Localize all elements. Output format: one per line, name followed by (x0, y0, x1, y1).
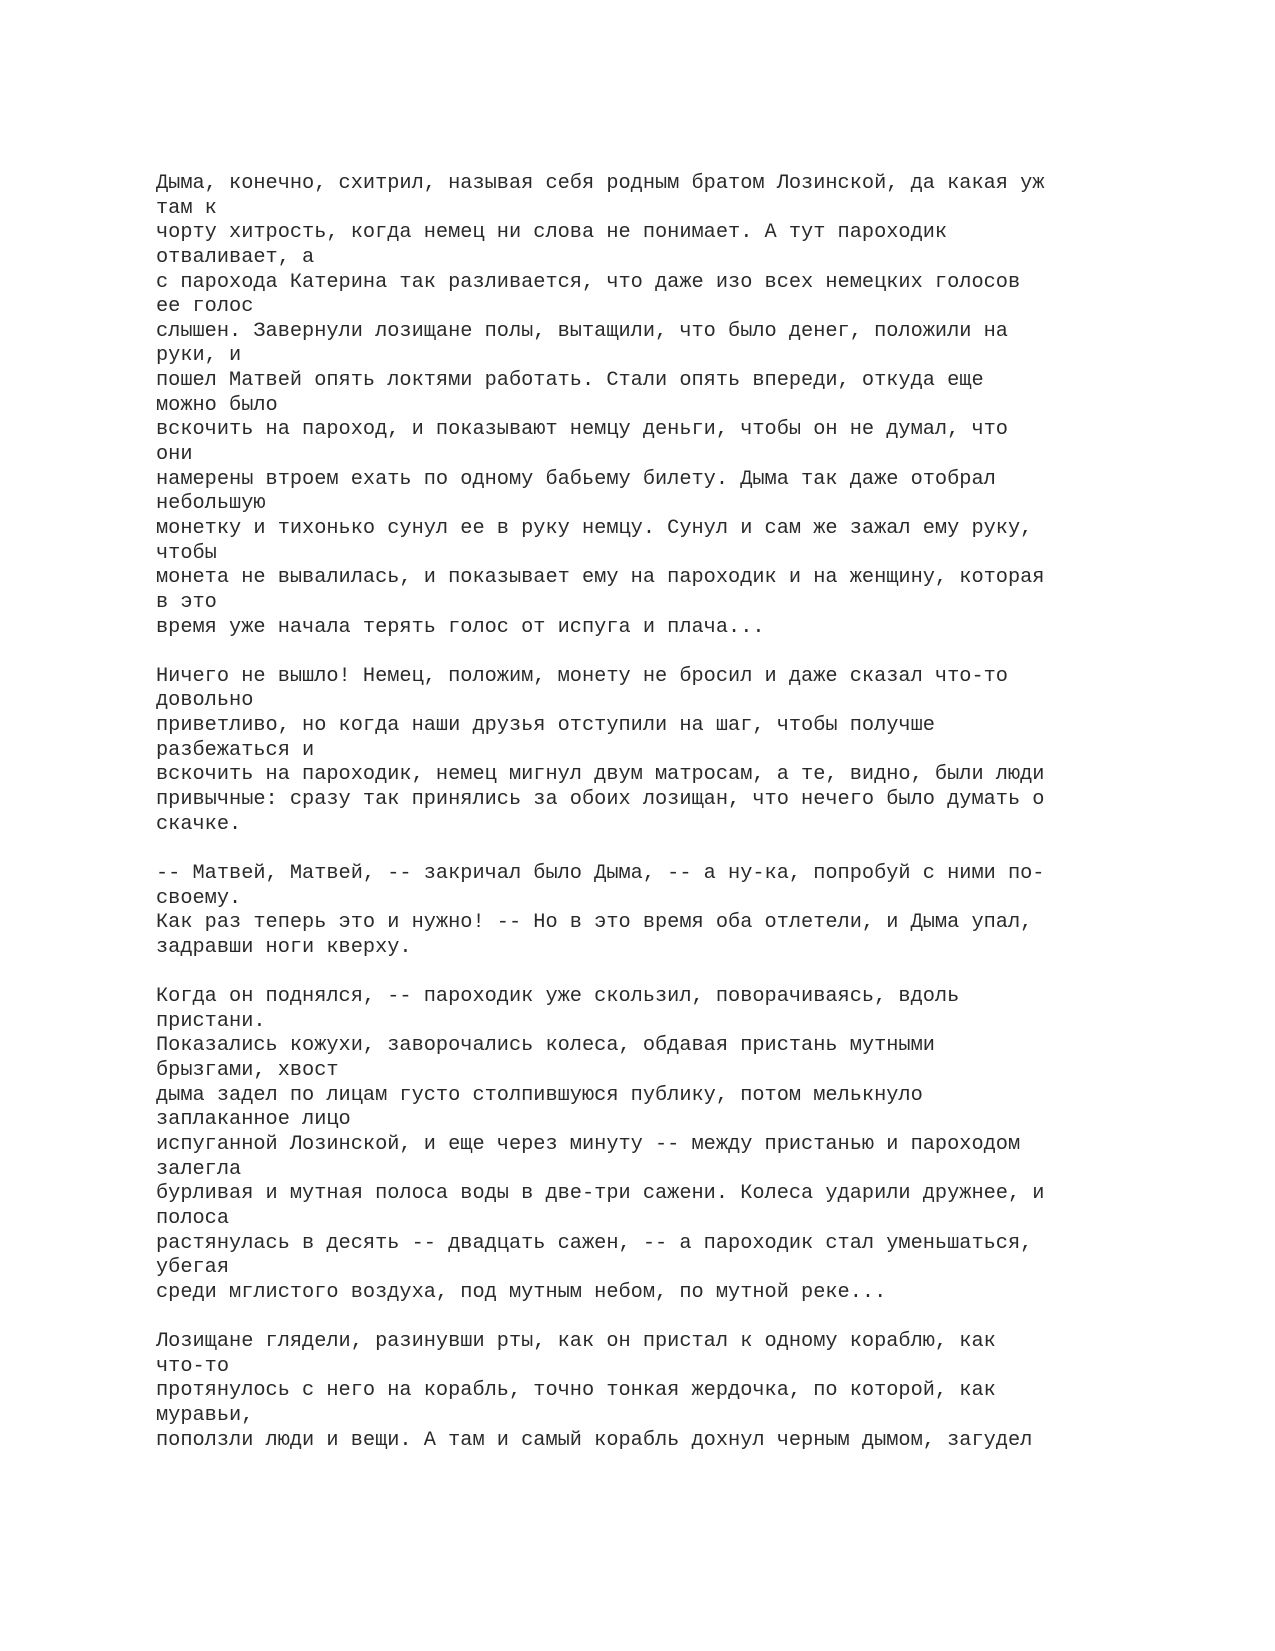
text-line: брызгами, хвост (156, 1059, 339, 1083)
blank-line (156, 640, 1156, 665)
text-line: испуганной Лозинской, и еще через минуту -- между пристанью и пароходом (156, 1132, 1021, 1156)
text-line: монета не вывалилась, и показывает ему на пароходик и на женщину, которая (156, 566, 1045, 590)
text-line: монетку и тихонько сунул ее в руку немцу. Сунул и сам же зажал ему руку, (156, 516, 1033, 540)
text-line: муравьи, (156, 1404, 254, 1428)
body-text (156, 172, 1156, 1453)
text-line: вскочить на пароход, и показывают немцу деньги, чтобы он не думал, что (156, 418, 1008, 442)
text-line: полоса (156, 1206, 230, 1230)
text-line: чорту хитрость, когда немец ни слова не понимает. А тут пароходик (156, 221, 948, 245)
text-line: своему. (156, 886, 242, 910)
blank-line (156, 837, 1156, 862)
text-line: в это (156, 590, 217, 614)
text-line: довольно (156, 689, 254, 713)
text-line: намерены втроем ехать по одному бабьему билету. Дыма так даже отобрал (156, 467, 996, 491)
text-line: убегая (156, 1256, 230, 1280)
text-line: скачке. (156, 812, 242, 836)
text-line: поползли люди и вещи. А там и самый корабль дохнул черным дымом, загудел (156, 1428, 1033, 1452)
blank-line (156, 1305, 1156, 1330)
text-line: можно было (156, 393, 278, 417)
text-line: разбежаться и (156, 738, 315, 762)
text-line: Как раз теперь это и нужно! -- Но в это время оба отлетели, и Дыма упал, (156, 911, 1033, 935)
text-line: заплаканное лицо (156, 1108, 351, 1132)
text-line: время уже начала терять голос от испуга и плача... (156, 615, 765, 639)
text-line: ее голос (156, 295, 254, 319)
text-line: отваливает, а (156, 245, 315, 269)
text-line: привычные: сразу так принялись за обоих лозищан, что нечего было думать о (156, 788, 1045, 812)
text-line: залегла (156, 1157, 242, 1181)
text-line: бурливая и мутная полоса воды в две-три сажени. Колеса ударили дружнее, и (156, 1182, 1045, 1206)
text-line: Показались кожухи, заворочались колеса, обдавая пристань мутными (156, 1034, 935, 1058)
text-line: дыма задел по лицам густо столпившуюся публику, потом мелькнуло (156, 1083, 923, 1107)
text-line: они (156, 443, 193, 467)
text-line: приветливо, но когда наши друзья отступили на шаг, чтобы получше (156, 714, 935, 738)
text-line: там к (156, 196, 217, 220)
text-line: слышен. Завернули лозищане полы, вытащили, что было денег, положили на (156, 319, 1008, 343)
text-line: с парохода Катерина так разливается, что даже изо всех немецких голосов (156, 270, 1021, 294)
text-line: руки, и (156, 344, 242, 368)
text-line: растянулась в десять -- двадцать сажен, -- а пароходик стал уменьшаться, (156, 1231, 1033, 1255)
text-line: вскочить на пароходик, немец мигнул двум матросам, а те, видно, были люди (156, 763, 1045, 787)
text-line: что-то (156, 1354, 230, 1378)
text-line: небольшую (156, 492, 266, 516)
text-line: чтобы (156, 541, 217, 565)
text-line: Дыма, конечно, схитрил, называя себя родным братом Лозинской, да какая уж (156, 172, 1045, 195)
text-line: пристани. (156, 1009, 266, 1033)
text-line: протянулось с него на корабль, точно тонкая жердочка, по которой, как (156, 1379, 996, 1403)
text-line: -- Матвей, Матвей, -- закричал было Дыма, -- а ну-ка, попробуй с ними по- (156, 861, 1045, 885)
text-line: Когда он поднялся, -- пароходик уже скользил, поворачиваясь, вдоль (156, 985, 960, 1009)
text-line: пошел Матвей опять локтями работать. Стали опять впереди, откуда еще (156, 369, 984, 393)
text-line: Лозищане глядели, разинувши рты, как он пристал к одному кораблю, как (156, 1330, 996, 1354)
text-line: среди мглистого воздуха, под мутным небом, по мутной реке... (156, 1280, 887, 1304)
blank-line (156, 961, 1156, 986)
text-line: Ничего не вышло! Немец, положим, монету не бросил и даже сказал что-то (156, 664, 1008, 688)
text-line: задравши ноги кверху. (156, 935, 412, 959)
